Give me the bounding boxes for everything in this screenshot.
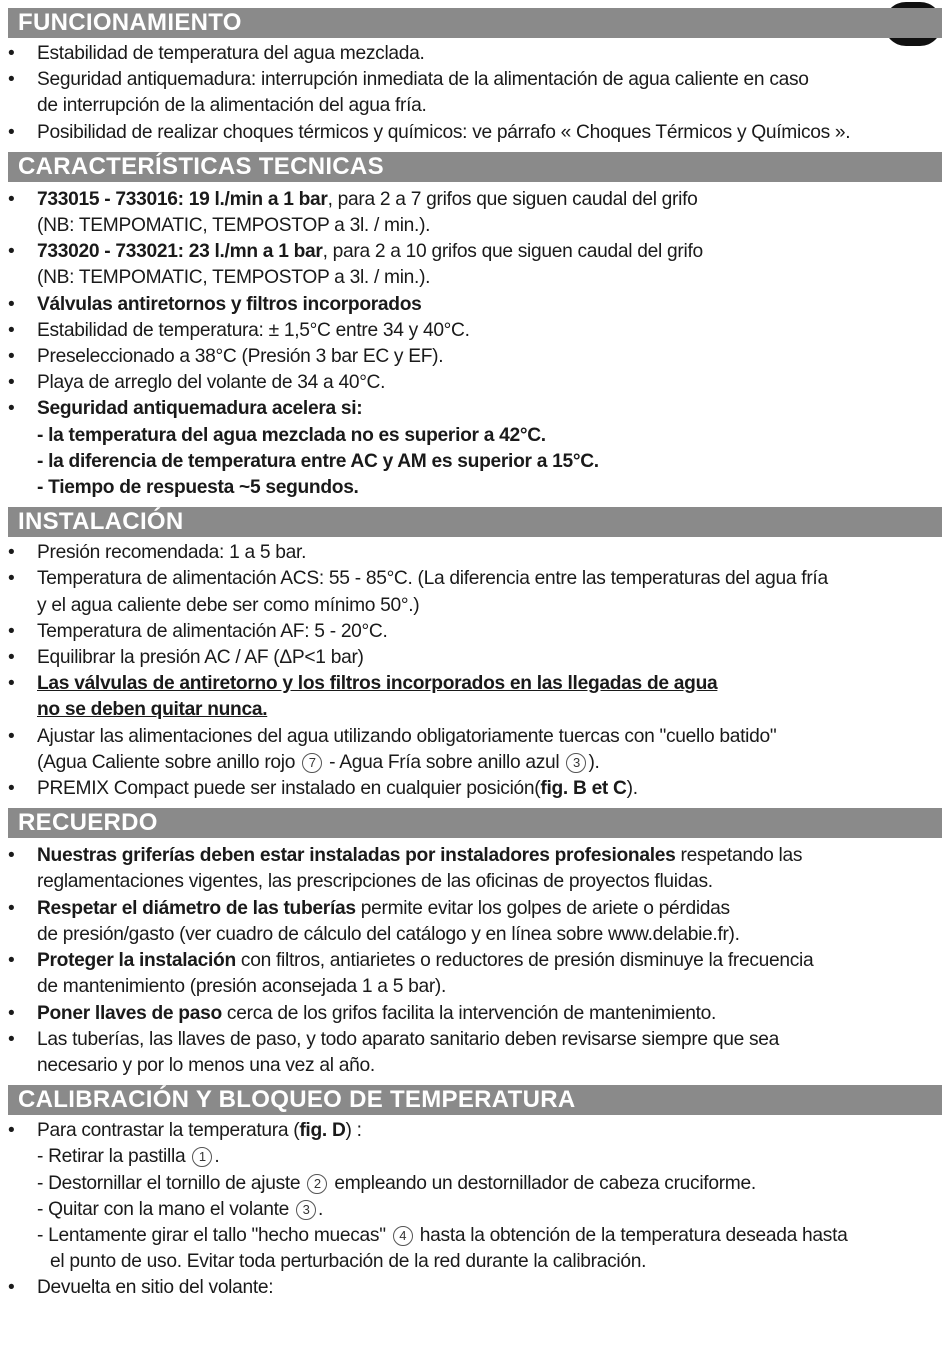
list-item: • Ajustar las alimentaciones del agua utilizando obligatoriamente tuercas con "cuello batido" (Agua Caliente sobre anillo rojo 7 - Agua Fría sobre anillo azul 3 ). [8,724,942,776]
section-instalacion [8,507,942,808]
section-caracteristicas [8,152,942,507]
list-item: • Válvulas antiretornos y filtros incorporados [8,292,942,318]
section-title: CALIBRACIÓN Y BLOQUEO DE TEMPERATURA [8,1085,942,1115]
bullet-list [8,38,942,152]
list-item: • Posibilidad de realizar choques térmicos y químicos: ve párrafo « Choques Térmicos y Químicos ». [8,120,942,146]
bullet-list [8,537,942,808]
list-item: • Presión recomendada: 1 a 5 bar. [8,540,942,566]
document-page [8,8,942,1308]
bullet-list [8,182,942,507]
list-item: • Equilibrar la presión AC / AF (ΔP<1 bar) [8,645,942,671]
list-item: • Poner llaves de paso cerca de los grifos facilita la intervención de mantenimiento. [8,1001,942,1027]
callout-number: 1 [192,1147,212,1167]
section-title: INSTALACIÓN [8,507,942,537]
section-title: FUNCIONAMIENTO [8,8,942,38]
list-item: • Para contrastar la temperatura (fig. D) : [8,1118,942,1144]
step-item: - Retirar la pastilla 1 . [37,1146,220,1168]
section-calibracion [8,1085,942,1307]
list-item: • Devuelta en sitio del volante: [8,1275,942,1301]
list-item: • Temperatura de alimentación AF: 5 - 20°C. [8,619,942,645]
step-item: - Quitar con la mano el volante 3 . [37,1198,324,1220]
list-item: • PREMIX Compact puede ser instalado en cualquier posición(fig. B et C). [8,776,942,802]
list-item: • Temperatura de alimentación ACS: 55 - 85°C. (La diferencia entre las temperaturas del agua fría y el agua caliente debe ser como mínimo 50°.) [8,566,942,618]
callout-number: 3 [566,753,586,773]
list-item: • Las tuberías, las llaves de paso, y todo aparato sanitario deben revisarse siempre que sea necesario y por lo menos una vez al año. [8,1027,942,1079]
callout-number: 3 [296,1200,316,1220]
step-item: - Destornillar el tornillo de ajuste 2 empleando un destornillador de cabeza cruciforme. [37,1172,756,1194]
bullet-list [8,838,942,1085]
section-funcionamiento [8,8,942,152]
section-title: RECUERDO [8,808,942,838]
list-item: • Seguridad antiquemadura acelera si: - la temperatura del agua mezclada no es superior a 42°C. - la diferencia de temperatura entre AC y AM es superior a 15°C. - Tiempo de respuesta ~5 segundos. [8,396,942,501]
list-item: • Seguridad antiquemadura: interrupción inmediata de la alimentación de agua caliente en caso de interrupción de la alimentación del agua fría. [8,67,942,119]
list-item: • Respetar el diámetro de las tuberías permite evitar los golpes de ariete o pérdidas de presión/gasto (ver cuadro de cálculo del catálogo y en línea sobre www.delabie.fr). [8,896,942,948]
list-item: • Proteger la instalación con filtros, antiarietes o reductores de presión disminuye la frecuencia de mantenimiento (presión aconsejada 1 a 5 bar). [8,948,942,1000]
list-item: • Preseleccionado a 38°C (Presión 3 bar EC y EF). [8,344,942,370]
list-item: • Nuestras griferías deben estar instaladas por instaladores profesionales respetando las reglamentaciones vigentes, las prescripciones de las oficinas de proyectos fluidas. [8,843,942,895]
callout-number: 4 [393,1226,413,1246]
list-item: • Playa de arreglo del volante de 34 a 40°C. [8,370,942,396]
section-title: CARACTERÍSTICAS TECNICAS [8,152,942,182]
section-recuerdo [8,808,942,1085]
bullet-list [8,1115,942,1307]
list-item: • Las válvulas de antiretorno y los filtros incorporados en las llegadas de agua no se deben quitar nunca. [8,671,942,723]
step-item: - Lentamente girar el tallo "hecho muecas" 4 hasta la obtención de la temperatura deseada hasta el punto de uso. Evitar toda perturbación de la red durante la calibración. [37,1224,848,1273]
callout-number: 2 [307,1174,327,1194]
list-item: • 733015 - 733016: 19 l./min a 1 bar, para 2 a 7 grifos que siguen caudal del grifo (NB: TEMPOMATIC, TEMPOSTOP a 3l. / min.). [8,187,942,239]
list-item: • 733020 - 733021: 23 l./mn a 1 bar, para 2 a 10 grifos que siguen caudal del grifo (NB: TEMPOMATIC, TEMPOSTOP a 3l. / min.). [8,239,942,291]
list-item: • Estabilidad de temperatura: ± 1,5°C entre 34 y 40°C. [8,318,942,344]
list-item: • Estabilidad de temperatura del agua mezclada. [8,41,942,67]
callout-number: 7 [302,753,322,773]
